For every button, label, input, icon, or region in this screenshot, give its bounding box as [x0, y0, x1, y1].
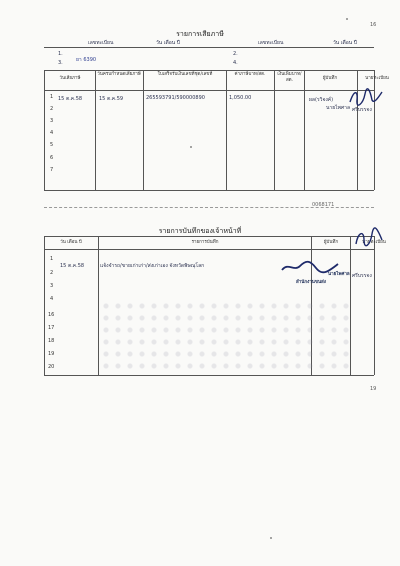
col-date: วัน เดือน ปี — [60, 240, 82, 245]
date-label-right: วัน เดือน ปี — [333, 40, 357, 46]
col-receipt: ใบเสร็จรับเงินเลขที่ชุด/เลขที่ — [157, 72, 213, 77]
row-number: 1 — [50, 94, 54, 100]
col-surcharge: เงินเพิ่มบาท/สต. — [277, 72, 302, 83]
signature-1 — [348, 88, 384, 108]
row-number: 3 — [50, 283, 54, 289]
row-number: 2 — [50, 270, 54, 276]
row-number: 3 — [50, 118, 54, 124]
col-recorder: ผู้บันทึก — [323, 240, 339, 245]
row-number: 18 — [48, 338, 55, 344]
officer-notes-title: รายการบันทึกของเจ้าหน้าที่ — [158, 227, 242, 235]
registrar-value: ศรีบรรจง — [352, 107, 372, 113]
signature-3 — [352, 226, 384, 250]
row-number: 19 — [48, 351, 55, 357]
security-pattern — [100, 300, 350, 370]
slot-2: 2. — [233, 51, 238, 57]
note-entry-value: แจ้งจำรถ/ขายเก่าเก่า/ส่งเก่าเอง จังหวัดพิษณุโลก — [100, 263, 205, 269]
speck — [346, 18, 348, 20]
divider-code: 0068171 — [312, 202, 335, 208]
row-number: 7 — [50, 167, 54, 173]
row-number: 4 — [50, 130, 54, 136]
notes-registrar-value: ศรีบรรจง — [352, 273, 372, 279]
receipt-value: 265593791/590000890 — [146, 95, 205, 101]
officer-stamp-office: สำนักงานขนส่ง — [296, 280, 326, 285]
col-entry: รายการบันทึก — [191, 240, 219, 245]
date-label-left: วัน เดือน ปี — [156, 40, 180, 46]
tax-amount-value: 1,050.00 — [229, 95, 252, 101]
row-number: 2 — [50, 106, 54, 112]
page-number-top: 16 — [370, 22, 377, 28]
recorder-name-value: นายไพศาล — [326, 105, 351, 111]
row-number: 20 — [48, 364, 55, 370]
recorder-value: ผล(รวิจงค์) — [309, 97, 334, 103]
reg-label-left: เลขทะเบียน — [88, 40, 114, 46]
officer-stamp-name: นายไพศาล — [328, 272, 350, 277]
col-tax-amount: ค่าภาษีบาท/สต. — [234, 72, 266, 77]
col-recorder: ผู้บันทึก — [322, 76, 338, 81]
plate-number: ยา 6390 — [76, 57, 97, 63]
due-date-value: 15 ต.ค.59 — [99, 96, 124, 102]
page-number-bottom: 19 — [370, 386, 377, 392]
slot-3: 3. — [58, 60, 63, 66]
tax-section-title: รายการเสียภาษี — [176, 30, 224, 38]
col-registrar: นายทะเบียน — [362, 240, 386, 245]
signature-2 — [280, 258, 340, 278]
row-number: 4 — [50, 296, 54, 302]
note-date-value: 15 ต.ค.58 — [60, 263, 85, 269]
header-rule — [44, 47, 374, 48]
row-number: 16 — [48, 312, 55, 318]
row-number: 6 — [50, 155, 54, 161]
tax-date-value: 15 ต.ค.58 — [58, 96, 83, 102]
speck — [190, 146, 192, 148]
col-due-date: วันครบกำหนดเสียภาษี — [97, 72, 141, 77]
row-number: 5 — [50, 142, 54, 148]
reg-label-right: เลขทะเบียน — [258, 40, 284, 46]
slot-4: 4. — [233, 60, 238, 66]
row-number: 1 — [50, 256, 54, 262]
row-number: 17 — [48, 325, 55, 331]
speck — [270, 537, 272, 539]
col-registrar: นายทะเบียน — [365, 76, 389, 81]
col-tax-date: วันเสียภาษี — [59, 76, 81, 81]
slot-1: 1. — [58, 51, 63, 57]
